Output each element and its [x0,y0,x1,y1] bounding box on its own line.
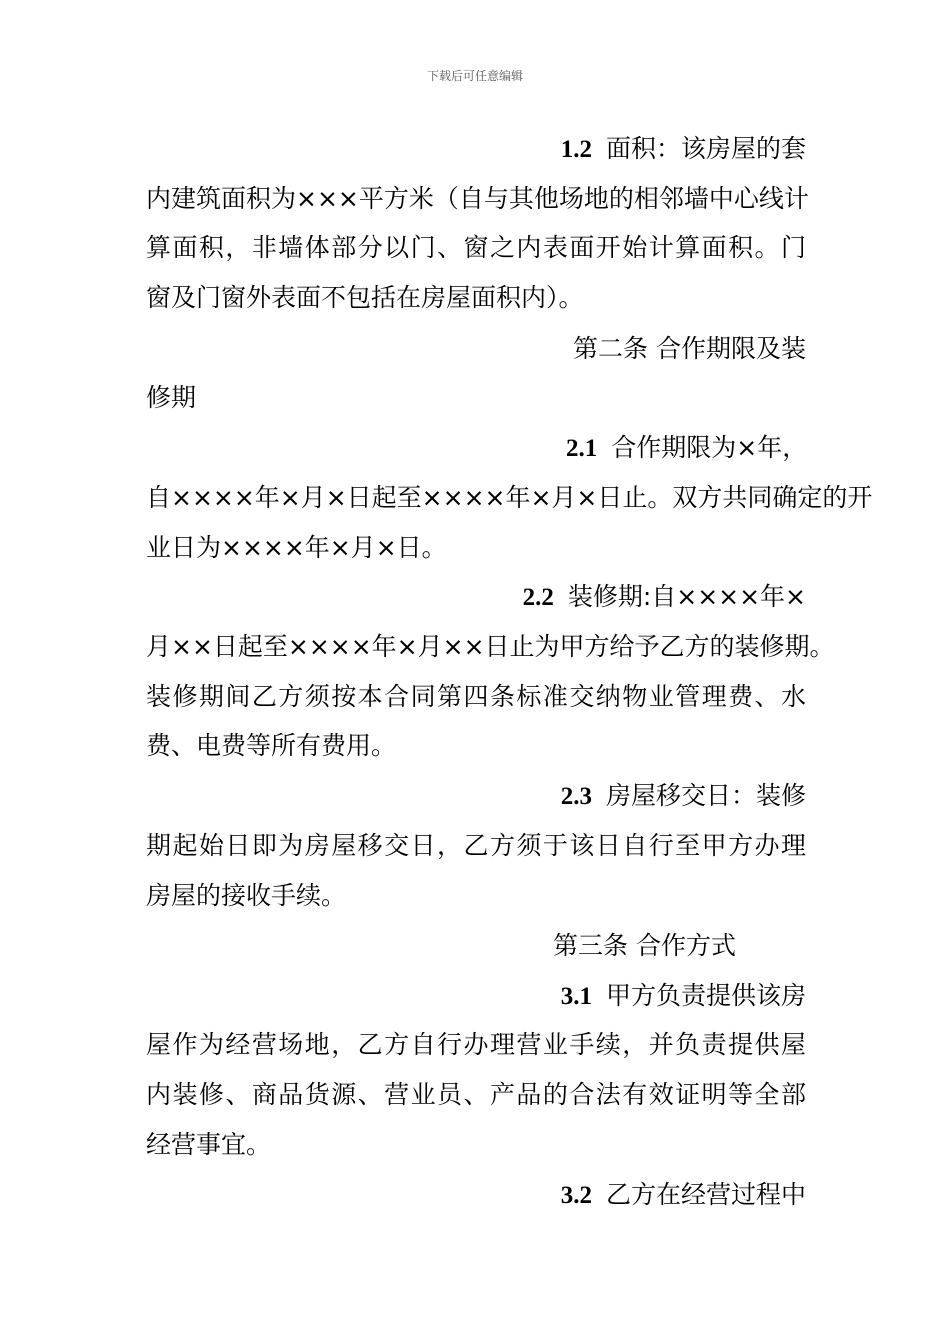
text-line: 自××××年×月×日起至××××年×月×日止。双方共同确定的开 [146,483,873,512]
article-2-title: 第二条 合作期限及装 [573,334,806,363]
clause-number: 2.3 [560,783,592,810]
clause-number: 2.2 [522,584,554,611]
clause-text: 乙方在经营过程中 [605,1180,806,1209]
clause-3-1 [561,980,806,1013]
clause-2-1 [566,432,807,465]
clause-1-2 [561,133,806,166]
clause-text: 装修期:自××××年× [567,582,806,611]
article-3-title: 第三条 合作方式 [553,931,736,960]
clause-text: 合作期限为×年， [611,433,808,462]
clause-3-2 [561,1179,806,1212]
clause-number: 3.2 [560,1182,592,1209]
text-line: 期起始日即为房屋移交日，乙方须于该日自行至甲方办理 [146,831,806,860]
text-line: 窗及门窗外表面不包括在房屋面积内）。 [146,283,584,312]
clause-2-3 [561,780,806,813]
clause-number: 3.1 [560,983,592,1010]
text-line: 内建筑面积为×××平方米（自与其他场地的相邻墙中心线计 [146,184,809,213]
clause-number: 2.1 [566,435,598,462]
text-line: 经营事宜。 [146,1130,272,1159]
clause-2-2 [523,581,806,614]
clause-text: 甲方负责提供该房 [605,981,806,1010]
text-line: 算面积，非墙体部分以门、窗之内表面开始计算面积。门 [146,233,806,262]
text-line: 房屋的接收手续。 [146,881,347,910]
clause-number: 1.2 [560,136,592,163]
clause-text: 房屋移交日：装修 [605,781,806,810]
clause-text: 面积：该房屋的套 [605,134,806,163]
text-line: 业日为××××年×月×日。 [146,533,447,562]
text-line: 装修期间乙方须按本合同第四条标准交纳物业管理费、水 [146,682,806,711]
page-header: 下载后可任意编辑 [426,69,523,83]
text-line: 内装修、商品货源、营业员、产品的合法有效证明等全部 [146,1080,806,1109]
text-line: 费、电费等所有费用。 [146,731,397,760]
article-2-title-cont: 修期 [146,383,197,412]
text-line: 月××日起至××××年×月××日止为甲方给予乙方的装修期。 [146,632,835,661]
text-line: 屋作为经营场地，乙方自行办理营业手续，并负责提供屋 [146,1030,806,1059]
